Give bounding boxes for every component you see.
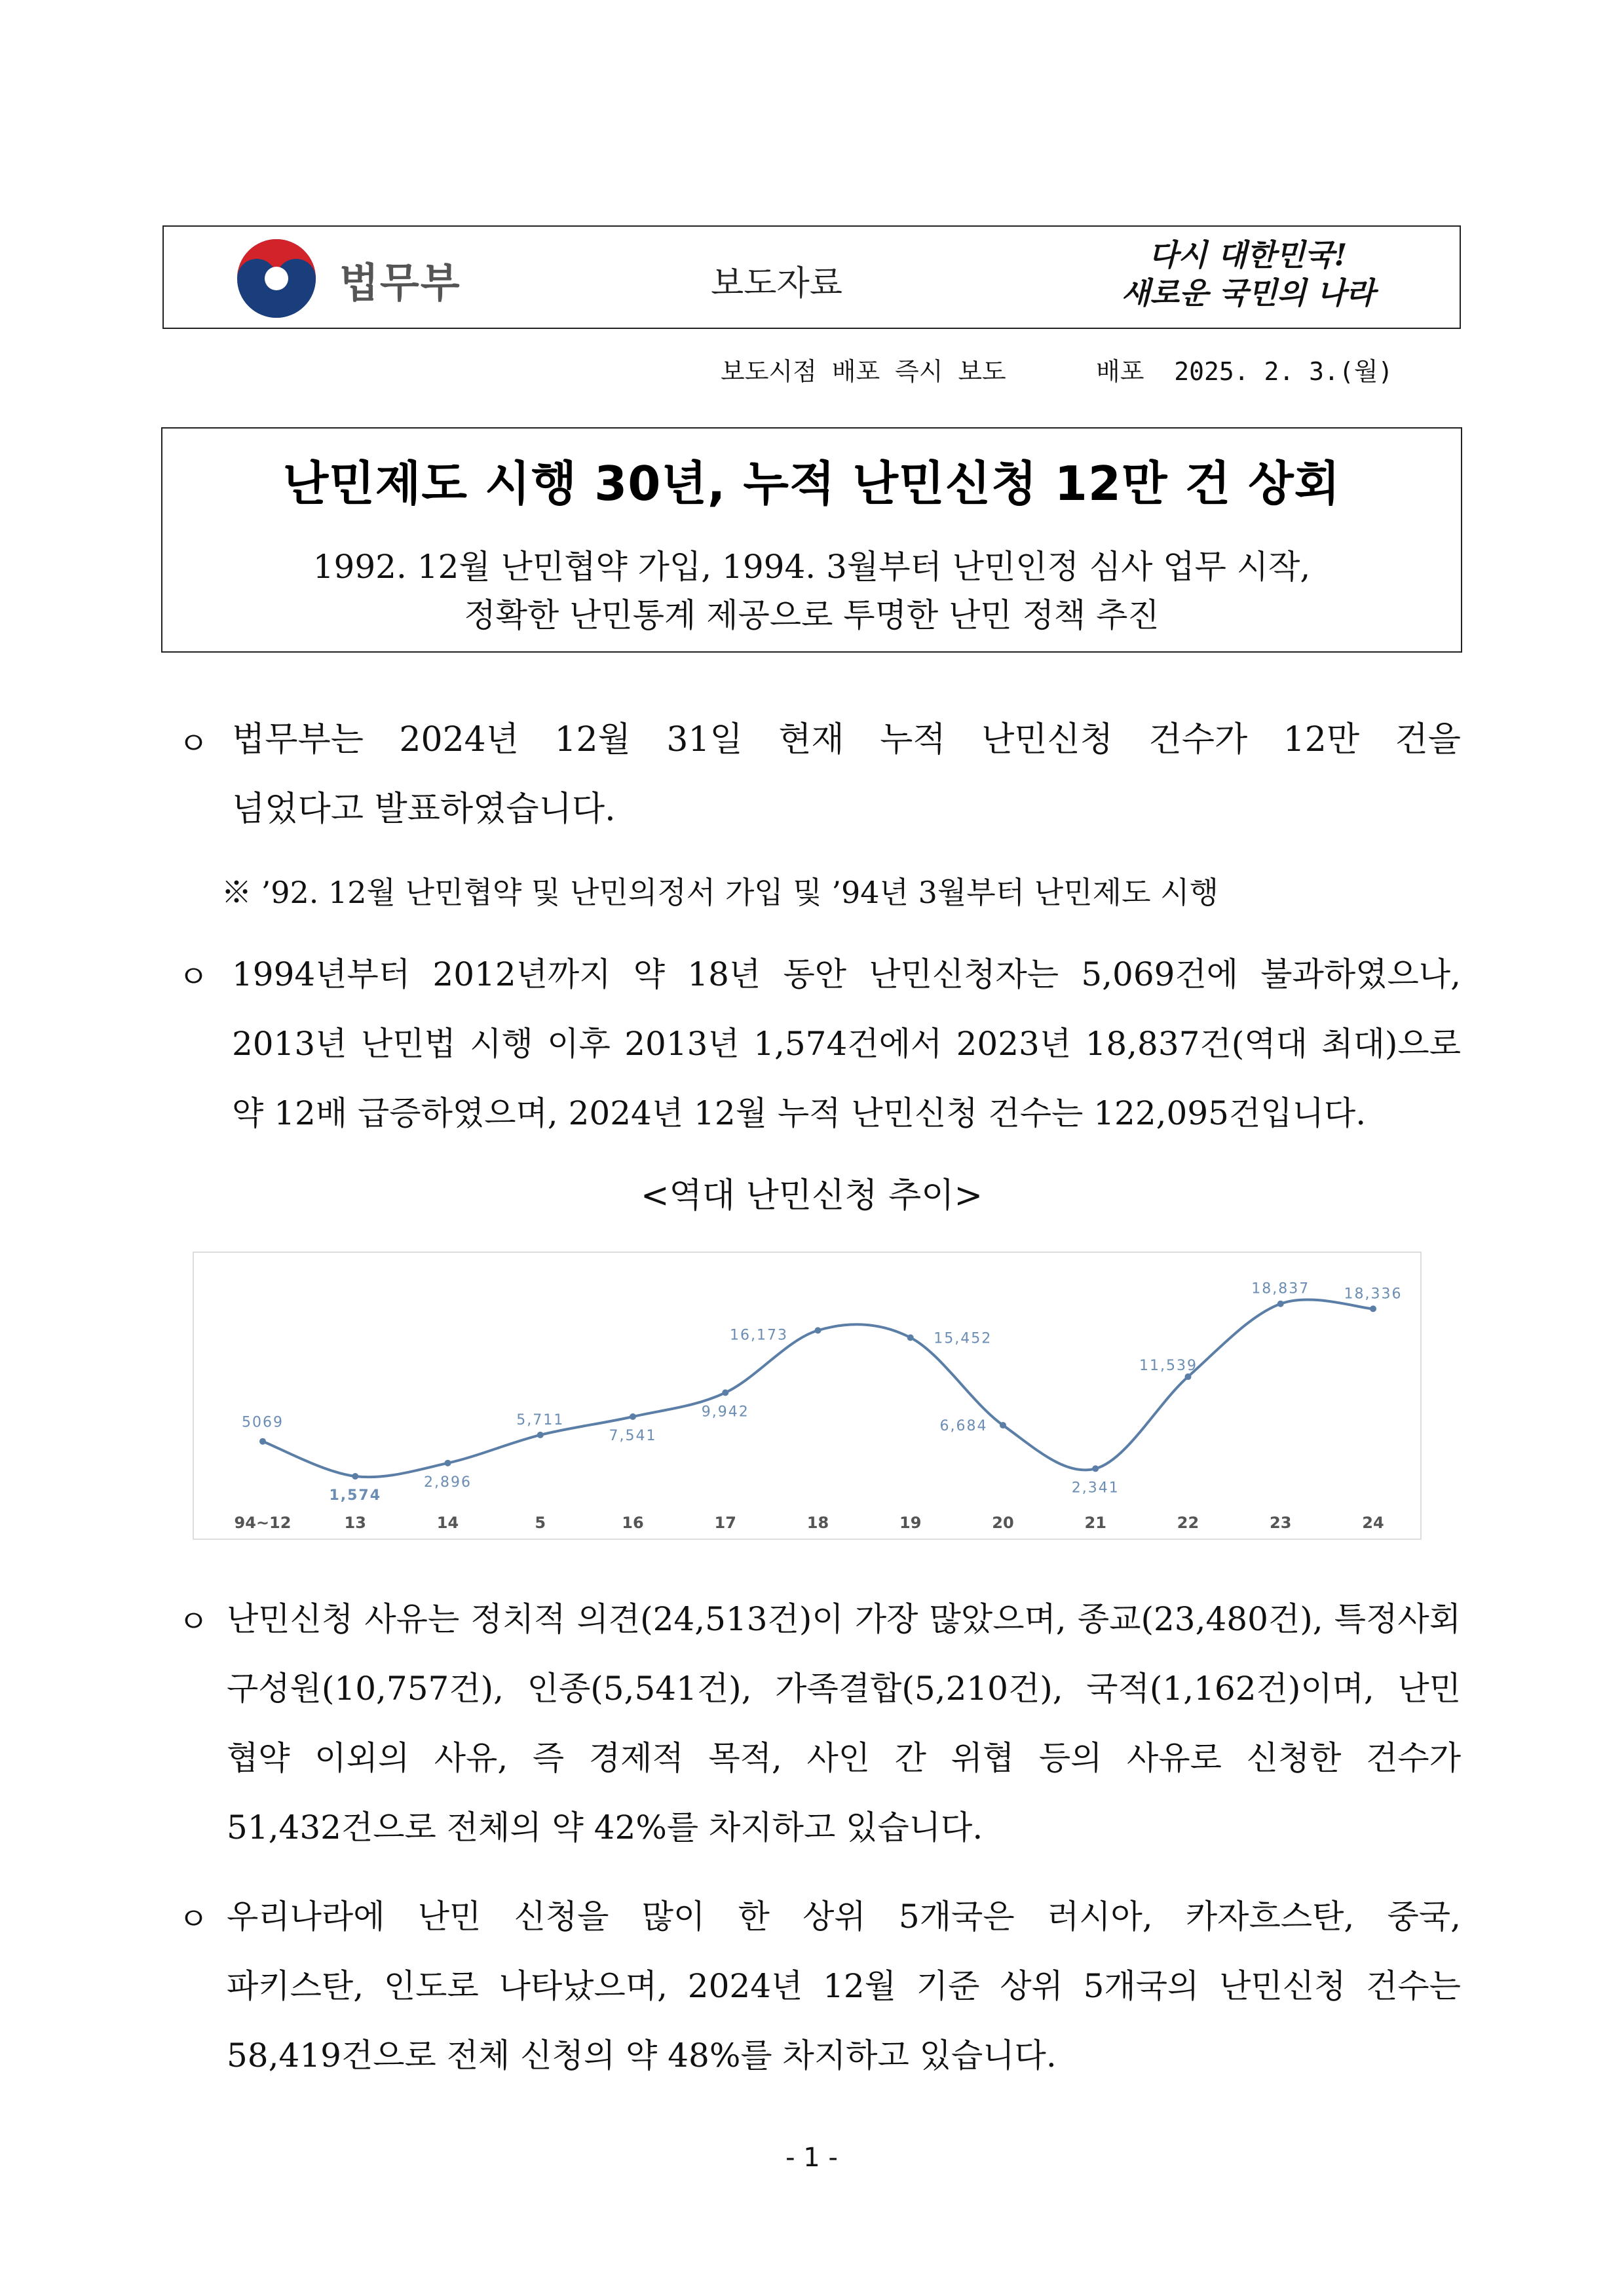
paragraph-countries [227,1882,1461,2090]
data-point [1000,1422,1006,1428]
data-label: 1,574 [329,1487,382,1504]
refugee-application-chart [194,1253,1420,1539]
page-title: 난민제도 시행 30년, 누적 난민신청 12만 건 상회 [282,456,1341,511]
paragraph-line: 협약 이외의 사유, 즉 경제적 목적, 사인 간 위협 등의 사유로 신청한 건수가 [227,1739,1461,1777]
release-dist-label: 배포 [1096,357,1144,386]
bullet-marker: ㅇ [178,1901,209,1938]
x-tick-label: 14 [436,1514,459,1532]
x-tick-label: 24 [1362,1514,1384,1532]
data-label: 7,541 [609,1427,657,1444]
paragraph-announcement [232,705,1461,844]
paragraph-line: 법무부는 2024년 12월 31일 현재 누적 난민신청 건수가 12만 건을 [232,720,1461,759]
data-point [815,1327,821,1333]
page-number: - 1 - [785,2143,838,2173]
data-point [259,1438,266,1445]
paragraph-line: 1994년부터 2012년까지 약 18년 동안 난민신청자는 5,069건에 불과하였으나, [232,955,1461,993]
release-info [721,351,1393,387]
release-timing-label: 보도시점 [721,357,817,386]
x-tick-label: 94~12 [234,1514,292,1532]
paragraph-line: 파키스탄, 인도로 나타났으며, 2024년 12월 기준 상위 5개국의 난민신청 건수는 [227,1967,1461,2005]
x-tick-label: 23 [1270,1514,1292,1532]
x-tick-label: 5 [535,1514,546,1532]
data-point [1370,1305,1376,1312]
subtitle-line-1: 1992. 12월 난민협약 가입, 1994. 3월부터 난민인정 심사 업무 시작, [312,548,1311,586]
data-label: 9,942 [701,1404,749,1421]
data-label: 5,711 [516,1411,565,1428]
document-type: 보도자료 [711,264,842,303]
release-date: 2025. 2. 3.(월) [1174,357,1393,386]
x-tick-label: 13 [344,1514,366,1532]
slogan-line-2: 새로운 국민의 나라 [1121,275,1375,311]
x-tick-label: 16 [622,1514,644,1532]
data-label: 11,539 [1139,1358,1198,1375]
data-label: 18,837 [1251,1280,1310,1297]
data-label: 2,896 [424,1474,472,1491]
paragraph-line: 58,419건으로 전체 신청의 약 48%를 차지하고 있습니다. [227,2037,1057,2075]
paragraph-line: 우리나라에 난민 신청을 많이 한 상위 5개국은 러시아, 카자흐스탄, 중국, [227,1898,1461,1936]
paragraph-reasons [227,1584,1461,1862]
data-label: 6,684 [939,1418,988,1435]
chart-frame [193,1252,1422,1540]
data-point [352,1473,358,1480]
government-emblem-icon [232,236,321,321]
footnote: ※ ’92. 12월 난민협약 및 난민의정서 가입 및 ’94년 3월부터 난민제도 시행 [221,875,1219,910]
subtitle [161,543,1462,640]
paragraph-line: 구성원(10,757건), 인종(5,541건), 가족결합(5,210건), 국적(1,162건)이며, 난민 [227,1670,1461,1708]
slogan-line-1: 다시 대한민국! [1148,237,1348,273]
series-line [263,1299,1373,1477]
chart-caption: <역대 난민신청 추이> [640,1176,983,1215]
subtitle-line-2: 정확한 난민통계 제공으로 투명한 난민 정책 추진 [464,596,1160,634]
bullet-marker: ㅇ [178,1603,209,1640]
data-point [1185,1373,1192,1380]
ministry-name: 법무부 [339,259,461,307]
x-tick-label: 22 [1177,1514,1199,1532]
paragraph-line: 2013년 난민법 시행 이후 2013년 1,574건에서 2023년 18,837건(역대 최대)으로 [232,1025,1461,1063]
release-timing-value: 배포 즉시 보도 [831,357,1006,386]
paragraph-line: 51,432건으로 전체의 약 42%를 차지하고 있습니다. [227,1808,983,1846]
x-tick-label: 17 [714,1514,736,1532]
data-point [722,1389,728,1396]
paragraph-line: 넘었다고 발표하였습니다. [232,790,616,829]
data-point [445,1460,451,1466]
x-tick-label: 20 [992,1514,1014,1532]
x-tick-label: 19 [899,1514,922,1532]
data-label: 2,341 [1071,1480,1120,1497]
paragraph-line: 약 12배 급증하였으며, 2024년 12월 누적 난민신청 건수는 122,095건입니다. [232,1094,1367,1132]
data-point [907,1334,914,1341]
bullet-marker: ㅇ [178,959,209,995]
x-tick-label: 18 [806,1514,829,1532]
data-point [537,1432,544,1438]
data-label: 16,173 [730,1327,788,1344]
x-tick-label: 21 [1084,1514,1106,1532]
data-point [1277,1301,1284,1307]
slogan [1101,236,1395,312]
data-label: 18,336 [1344,1286,1403,1303]
data-label: 15,452 [934,1330,992,1347]
bullet-marker: ㅇ [178,725,209,762]
data-point [630,1413,636,1420]
data-point [1092,1465,1099,1472]
paragraph-statistics [232,940,1461,1148]
paragraph-line: 난민신청 사유는 정치적 의견(24,513건)이 가장 많았으며, 종교(23,480건), 특정사회 [227,1600,1461,1638]
data-label: 5069 [242,1414,284,1431]
